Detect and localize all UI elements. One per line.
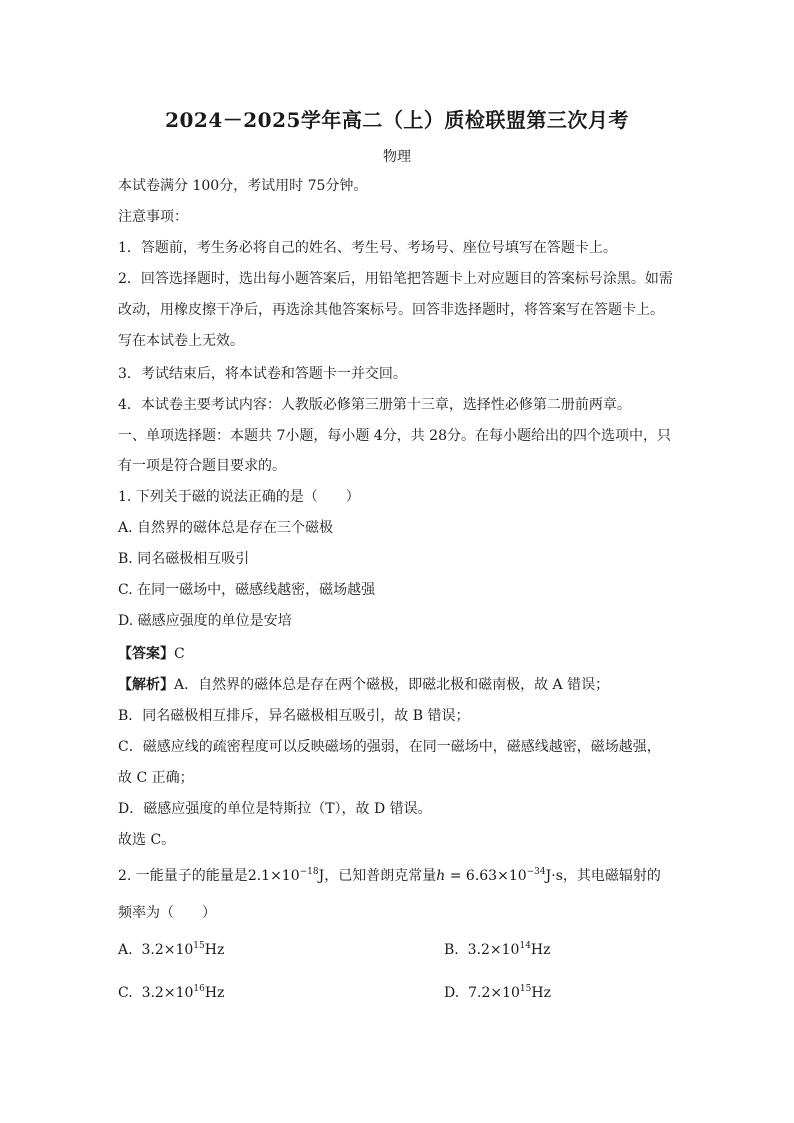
section-heading-a: 一、单项选择题：本题共 7小题，每小题 4分，共 28分。在每小题给出的四个选项中，只 bbox=[118, 428, 671, 444]
section-heading-b: 有一项是符合题目要求的。 bbox=[118, 458, 286, 474]
q2-energy: $2.1\times 10^{-18}J$ bbox=[247, 867, 325, 884]
q2-stem-mid: ，已知普朗克常量 bbox=[324, 868, 437, 884]
q2-option-d: D. $7.2\times 10^{15}Hz$ bbox=[444, 984, 551, 1001]
q1-stem: 1. 下列关于磁的说法正确的是（ ） bbox=[118, 489, 360, 505]
q2-option-c: C. $3.2\times 10^{16}Hz$ bbox=[118, 984, 225, 1001]
q2-stem-suffix: ，其电磁辐射的 bbox=[562, 868, 661, 884]
notice-4: 4．本试卷主要考试内容：人教版必修第三册第十三章，选择性必修第二册前两章。 bbox=[118, 397, 631, 413]
q2-option-a: A. $3.2\times 10^{15}Hz$ bbox=[118, 941, 225, 958]
q1-analysis-1 bbox=[118, 675, 609, 695]
q1-option-c: C. 在同一磁场中，磁感线越密，磁场越强 bbox=[118, 582, 376, 598]
exam-title: 2024－2025学年高二（上）质检联盟第三次月考 bbox=[165, 108, 629, 132]
notice-2c: 写在本试卷上无效。 bbox=[118, 333, 244, 349]
q1-analysis-2: B．同名磁极相互排斥，异名磁极相互吸引，故 B 错误； bbox=[118, 708, 470, 724]
notice-1: 1．答题前，考生务必将自己的姓名、考生号、考场号、座位号填写在答题卡上。 bbox=[118, 240, 617, 256]
q1-analysis-3a: C．磁感应线的疏密程度可以反映磁场的强弱，在同一磁场中，磁感线越密，磁场越强， bbox=[118, 739, 661, 755]
notice-3: 3．考试结束后，将本试卷和答题卡一并交回。 bbox=[118, 366, 407, 382]
subject-name: 物理 bbox=[383, 149, 411, 165]
q2-stem-prefix: 2. 一能量子的能量是 bbox=[118, 868, 248, 884]
q1-option-d: D. 磁感应强度的单位是安培 bbox=[118, 613, 292, 629]
q2-option-b: B. $3.2\times 10^{14}Hz$ bbox=[444, 941, 551, 958]
q1-analysis-3b: 故 C 正确； bbox=[118, 770, 194, 786]
answer-value: C bbox=[174, 646, 185, 662]
planck-symbol: h bbox=[436, 868, 446, 884]
q2-stem-line2: 频率为（ ） bbox=[118, 905, 216, 921]
q1-conclusion: 故选 C。 bbox=[118, 832, 176, 848]
notice-2b: 改动，用橡皮擦干净后，再选涂其他答案标号。回答非选择题时，将答案写在答题卡上。 bbox=[118, 302, 664, 318]
analysis-label: 【解析】 bbox=[118, 677, 174, 693]
q1-answer bbox=[118, 644, 185, 664]
answer-label: 【答案】 bbox=[118, 646, 174, 662]
q2-stem-line1: 2. 一能量子的能量是$2.1\times 10^{-18}J$，已知普朗克常量$h = 6.63\times 10^{-34}J\cdot s$，其电磁辐射的 bbox=[118, 867, 661, 884]
score-note: 本试卷满分 100分，考试用时 75分钟。 bbox=[118, 178, 368, 194]
notice-heading: 注意事项： bbox=[118, 209, 188, 225]
q1-analysis-4: D．磁感应强度的单位是特斯拉（T），故 D 错误。 bbox=[118, 801, 432, 817]
q1-option-a: A. 自然界的磁体总是存在三个磁极 bbox=[118, 520, 334, 536]
analysis-text-1: A．自然界的磁体总是存在两个磁极，即磁北极和磁南极，故 A 错误； bbox=[174, 677, 610, 693]
q1-option-b: B. 同名磁极相互吸引 bbox=[118, 551, 250, 567]
notice-2a: 2．回答选择题时，选出每小题答案后，用铅笔把答题卡上对应题目的答案标号涂黑。如需 bbox=[118, 271, 673, 287]
